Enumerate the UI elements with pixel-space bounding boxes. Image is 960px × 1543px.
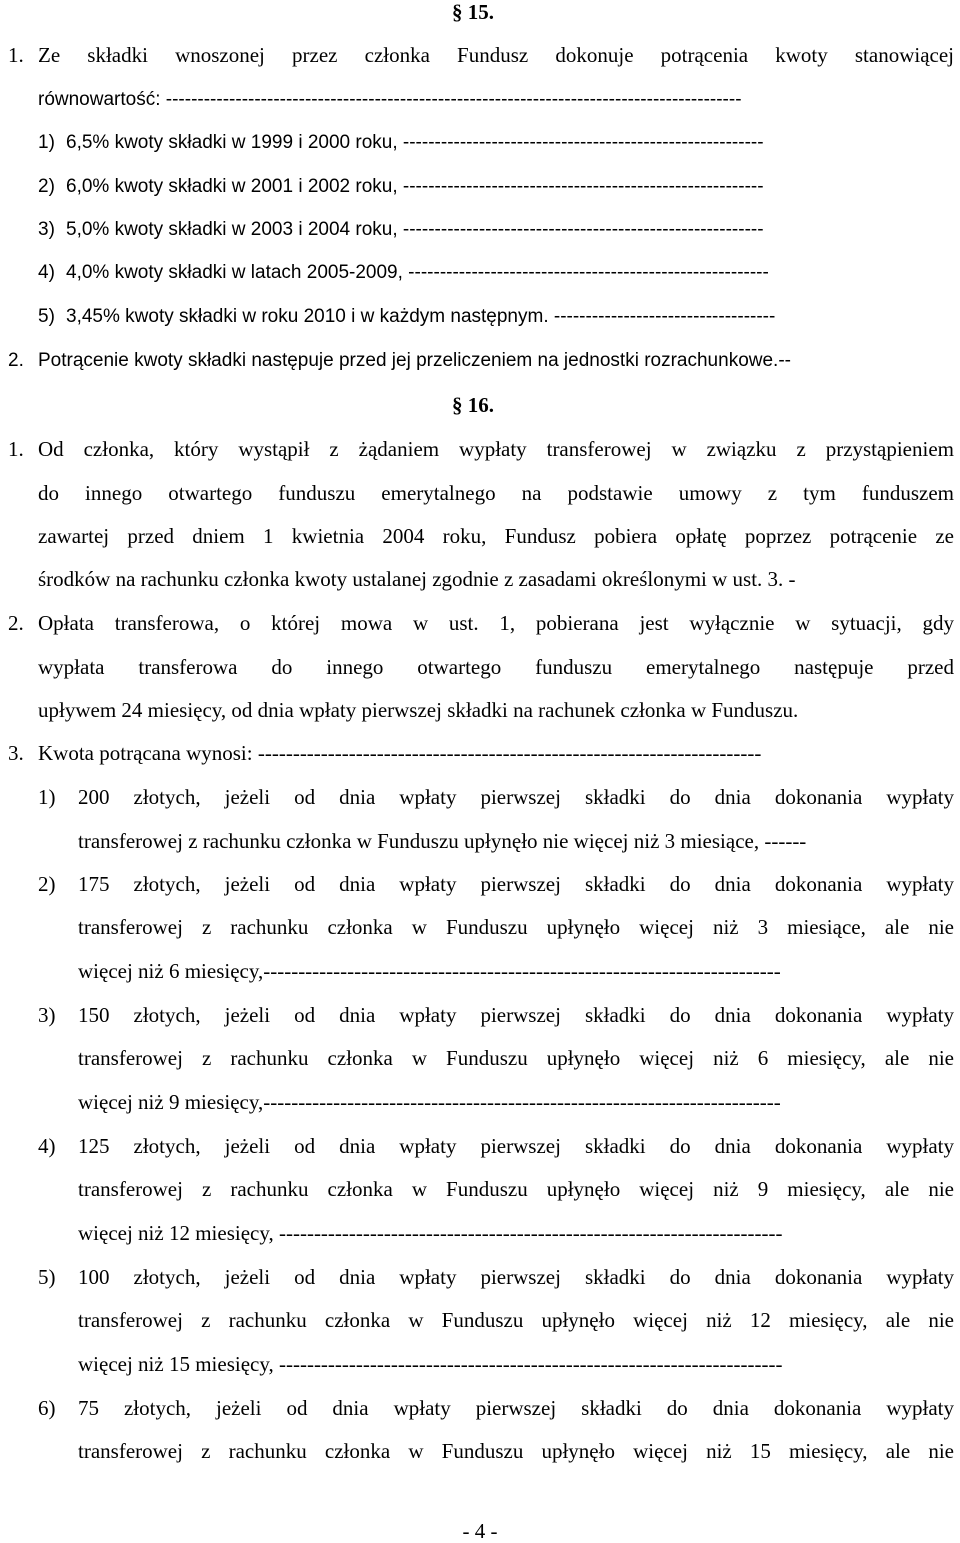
s16-item-5-line-3: więcej niż 15 miesięcy, ------------------------------------------------------------------------ xyxy=(78,1352,783,1376)
s16-item-2-line-2: transferowej z rachunku członka w Funduszu upłynęło więcej niż 3 miesiące, ale nie xyxy=(78,915,954,939)
s15-p1-line-2: równowartość: ------------------------------------------------------------------------------------------- xyxy=(38,89,742,110)
s16-item-2-number: 2) xyxy=(38,872,56,896)
s16-p2-number: 2. xyxy=(8,611,24,635)
s16-item-6-line-1: 75 złotych, jeżeli od dnia wpłaty pierwszej składki do dnia dokonania wypłaty xyxy=(78,1396,954,1420)
s15-p1-number: 1. xyxy=(8,43,24,67)
s15-item-2-text: 6,0% kwoty składki w 2001 i 2002 roku, --------------------------------------------------------- xyxy=(66,176,764,197)
s16-item-6-number: 6) xyxy=(38,1396,56,1420)
s15-item-3-text: 5,0% kwoty składki w 2003 i 2004 roku, --------------------------------------------------------- xyxy=(66,219,764,240)
s15-p1-line-1: Ze składki wnoszonej przez członka Fundusz dokonuje potrącenia kwoty stanowiącej xyxy=(38,43,954,67)
s15-item-5-text: 3,45% kwoty składki w roku 2010 i w każdym następnym. ----------------------------------- xyxy=(66,306,776,327)
s16-item-1-line-1: 200 złotych, jeżeli od dnia wpłaty pierwszej składki do dnia dokonania wypłaty xyxy=(78,785,954,809)
s16-item-5-line-2: transferowej z rachunku członka w Funduszu upłynęło więcej niż 12 miesięcy, ale nie xyxy=(78,1308,954,1332)
s16-p1-line-4: środków na rachunku członka kwoty ustalanej zgodnie z zasadami określonymi w ust. 3. - xyxy=(38,567,796,591)
s16-p1-line-2: do innego otwartego funduszu emerytalnego na podstawie umowy z tym funduszem xyxy=(38,481,954,505)
section-16-heading: § 16. xyxy=(452,393,494,417)
s16-item-3-line-2: transferowej z rachunku członka w Funduszu upłynęło więcej niż 6 miesięcy, ale nie xyxy=(78,1046,954,1070)
s15-item-1-text: 6,5% kwoty składki w 1999 i 2000 roku, --------------------------------------------------------- xyxy=(66,132,764,153)
s16-item-4-number: 4) xyxy=(38,1134,56,1158)
s16-item-5-line-1: 100 złotych, jeżeli od dnia wpłaty pierwszej składki do dnia dokonania wypłaty xyxy=(78,1265,954,1289)
s16-p3-text: Kwota potrącana wynosi: ------------------------------------------------------------------------ xyxy=(38,741,762,765)
s16-item-4-line-1: 125 złotych, jeżeli od dnia wpłaty pierwszej składki do dnia dokonania wypłaty xyxy=(78,1134,954,1158)
s15-item-4-number: 4) xyxy=(38,262,55,283)
s16-item-4-line-3: więcej niż 12 miesięcy, ------------------------------------------------------------------------ xyxy=(78,1221,783,1245)
s16-p2-line-1: Opłata transferowa, o której mowa w ust. 1, pobierana jest wyłącznie w sytuacji, gdy xyxy=(38,611,954,635)
s16-p1-line-1: Od członka, który wystąpił z żądaniem wypłaty transferowej w związku z przystąpieniem xyxy=(38,437,954,461)
section-15-heading: § 15. xyxy=(452,0,494,24)
s16-p3-number: 3. xyxy=(8,741,24,765)
s16-item-3-number: 3) xyxy=(38,1003,56,1027)
s16-item-2-line-1: 175 złotych, jeżeli od dnia wpłaty pierwszej składki do dnia dokonania wypłaty xyxy=(78,872,954,896)
s16-item-3-line-1: 150 złotych, jeżeli od dnia wpłaty pierwszej składki do dnia dokonania wypłaty xyxy=(78,1003,954,1027)
s16-item-5-number: 5) xyxy=(38,1265,56,1289)
s16-item-2-line-3: więcej niż 6 miesięcy,-------------------------------------------------------------------------- xyxy=(78,959,781,983)
s16-item-4-line-2: transferowej z rachunku członka w Funduszu upłynęło więcej niż 9 miesięcy, ale nie xyxy=(78,1177,954,1201)
s15-p2-number: 2. xyxy=(8,350,24,371)
s16-item-3-line-3: więcej niż 9 miesięcy,-------------------------------------------------------------------------- xyxy=(78,1090,781,1114)
page-number: - 4 - xyxy=(462,1519,498,1543)
s16-item-1-number: 1) xyxy=(38,785,56,809)
s16-p1-line-3: zawartej przed dniem 1 kwietnia 2004 roku, Fundusz pobiera opłatę poprzez potrącenie ze xyxy=(38,524,954,548)
s15-item-1-number: 1) xyxy=(38,132,55,153)
s15-p2-text: Potrącenie kwoty składki następuje przed jej przeliczeniem na jednostki rozrachunkowe.-- xyxy=(38,350,791,371)
s16-item-6-line-2: transferowej z rachunku członka w Funduszu upłynęło więcej niż 15 miesięcy, ale nie xyxy=(78,1439,954,1463)
s16-p2-line-3: upływem 24 miesięcy, od dnia wpłaty pierwszej składki na rachunek członka w Funduszu. xyxy=(38,698,799,722)
s16-p1-number: 1. xyxy=(8,437,24,461)
s15-item-2-number: 2) xyxy=(38,176,55,197)
s16-item-1-line-2: transferowej z rachunku członka w Funduszu upłynęło nie więcej niż 3 miesiące, ------ xyxy=(78,829,807,853)
s15-item-5-number: 5) xyxy=(38,306,55,327)
s16-p2-line-2: wypłata transferowa do innego otwartego funduszu emerytalnego następuje przed xyxy=(38,655,954,679)
s15-item-4-text: 4,0% kwoty składki w latach 2005-2009, --------------------------------------------------------- xyxy=(66,262,769,283)
s15-item-3-number: 3) xyxy=(38,219,55,240)
